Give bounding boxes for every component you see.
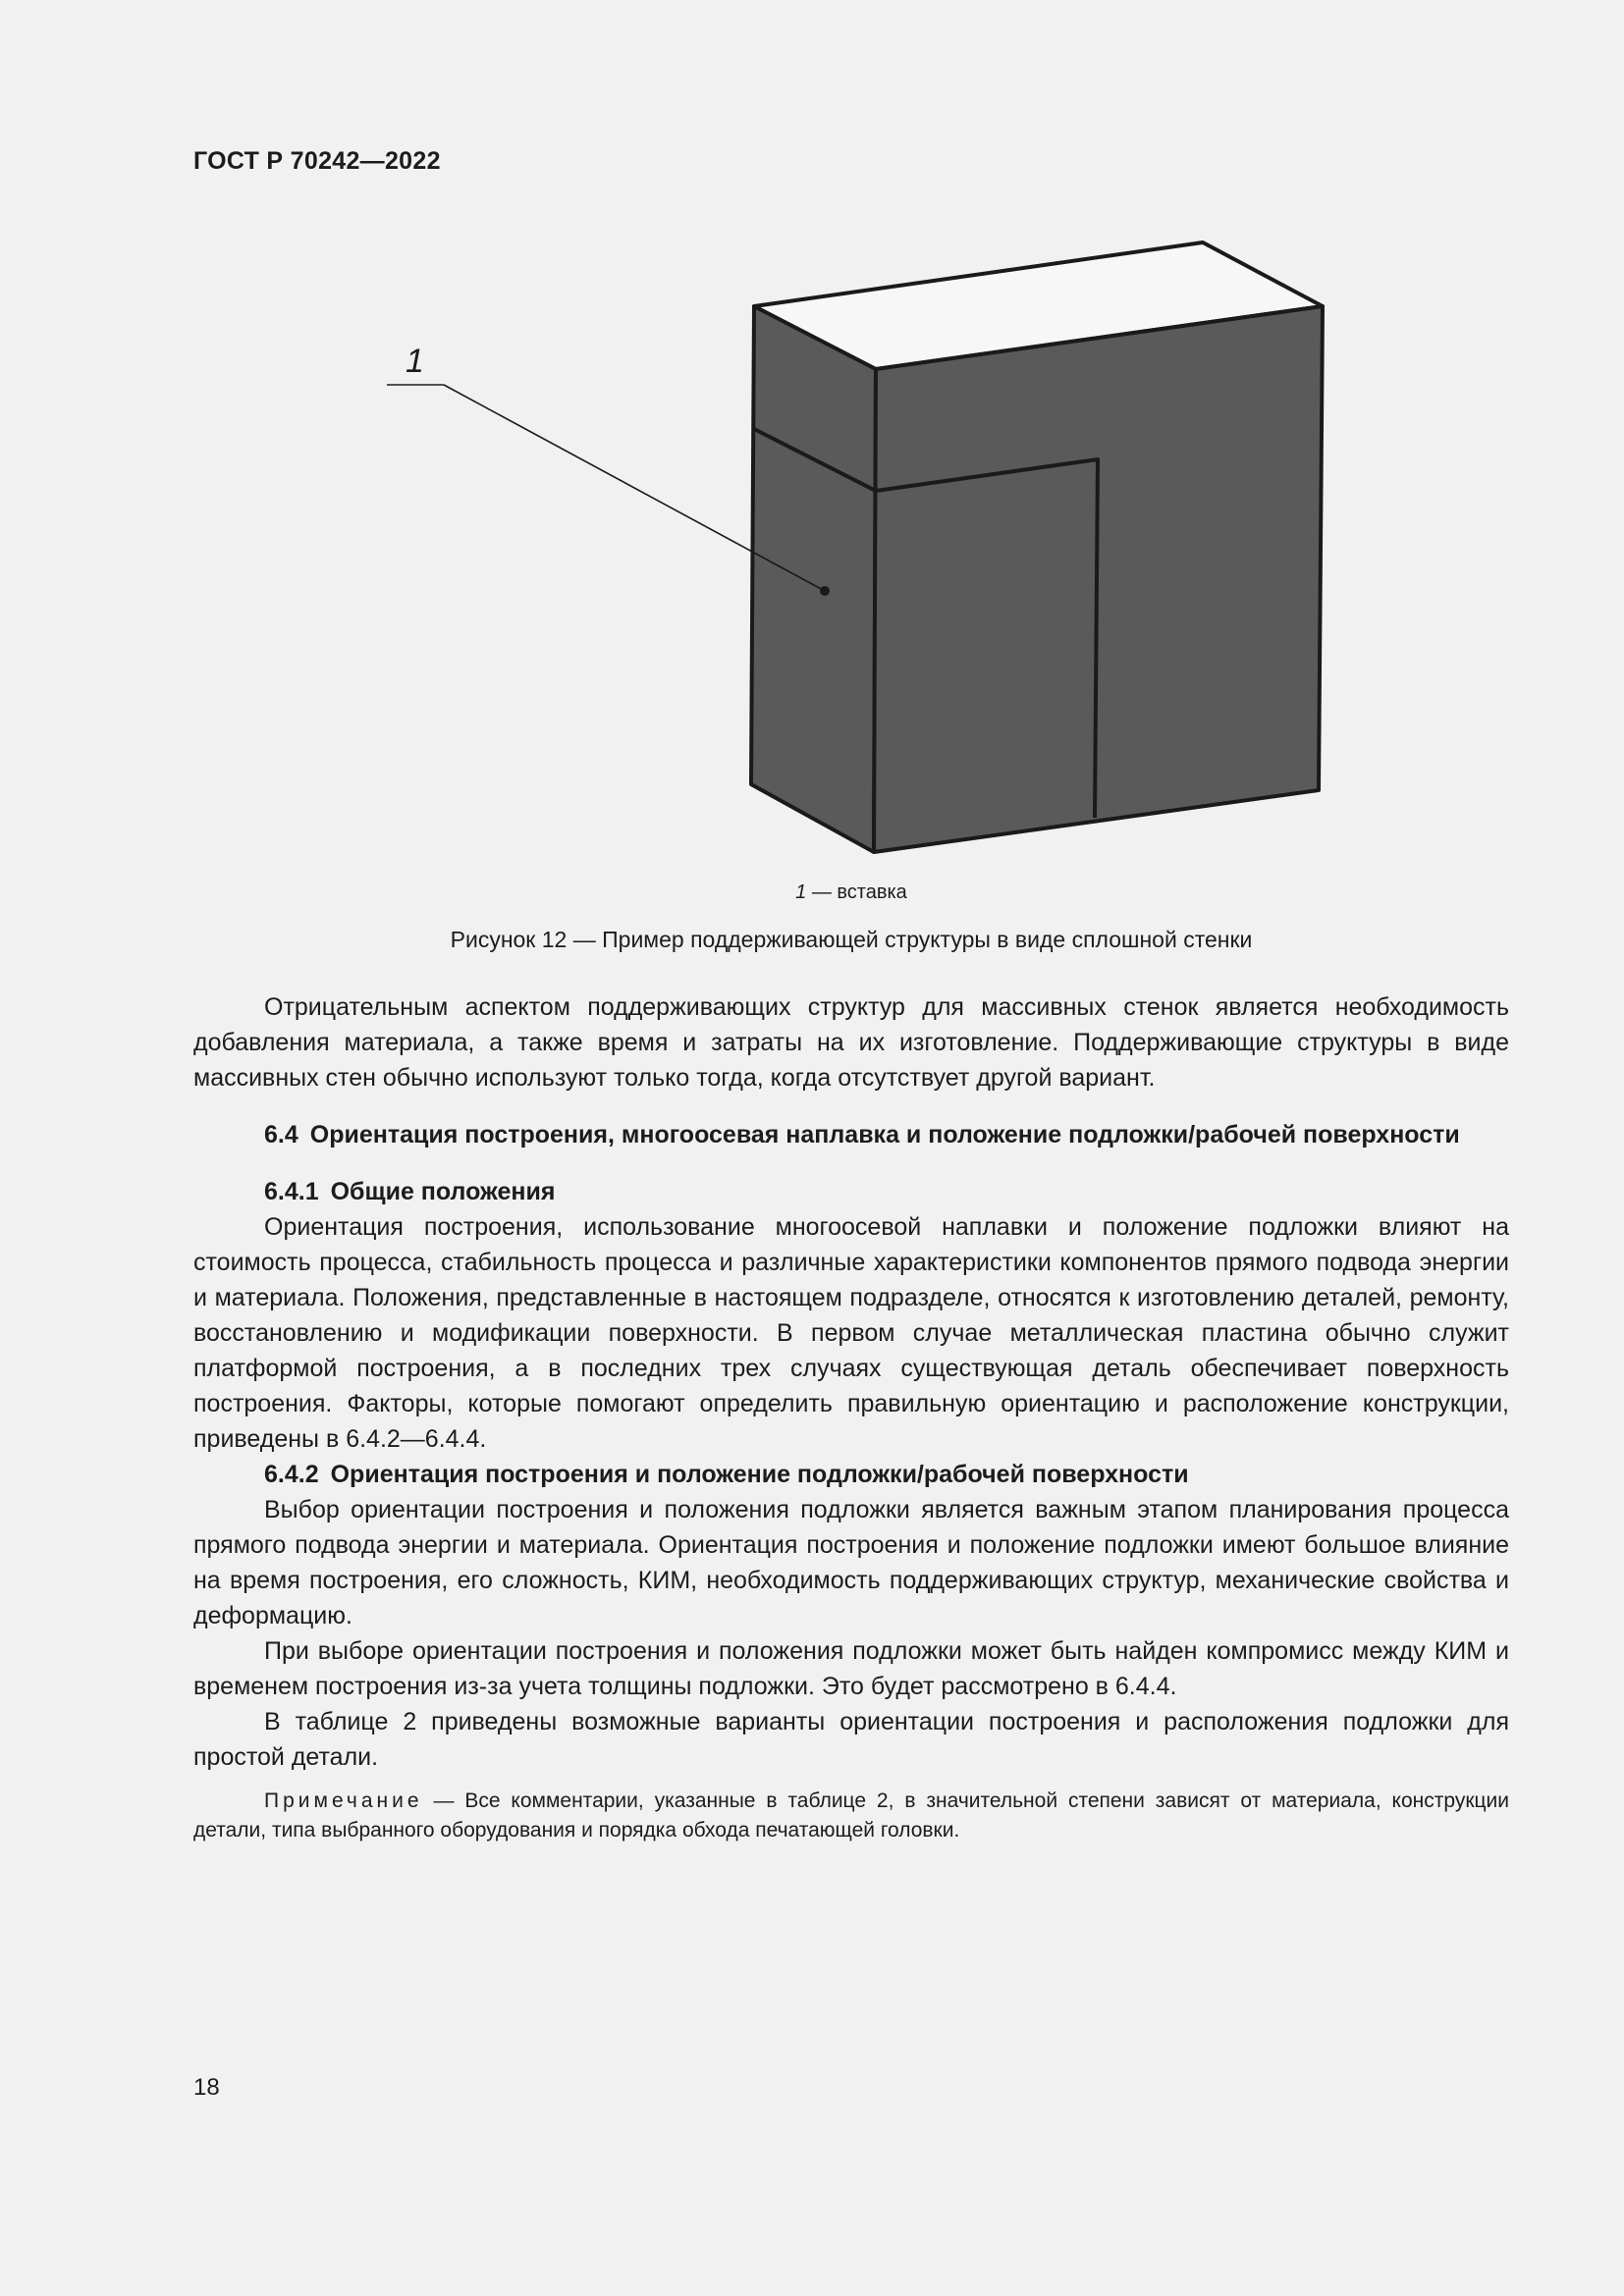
block-left-face	[751, 306, 876, 852]
paragraph-orientation-choice: Выбор ориентации построения и положения подложки является важным этапом планирования процесса прямого подвода энергии и материала. Ориентация построения и положение подложки имеют большое влияние на время построения, его сложность, КИМ, необходимость поддерживающих структур, механические свойства и деформацию.	[193, 1496, 1509, 1629]
section-heading-6-4-2	[193, 1457, 1509, 1492]
document-code-header: ГОСТ Р 70242—2022	[193, 147, 441, 175]
note	[193, 1787, 1509, 1845]
page-number: 18	[193, 2074, 220, 2101]
figure-solid-wall-support	[373, 226, 1355, 893]
section-title: Ориентация построения и положение подложки/рабочей поверхности	[330, 1461, 1189, 1488]
paragraph-general-provisions: Ориентация построения, использование многоосевой наплавки и положение подложки влияют на стоимость процесса, стабильность процесса и различные характеристики компонентов прямого подвода энергии и материала. Положения, представленные в настоящем подразделе, относятся к изготовлению деталей, ремонту, восстановлению и модификации поверхности. В первом случае металлическая пластина обычно служит платформой построения, а в последних трех случаях существующая деталь обеспечивает поверхность построения. Факторы, которые помогают определить правильную ориентацию и расположение конструкции, приведены в 6.4.2—6.4.4.	[193, 1213, 1509, 1453]
section-title: Общие положения	[330, 1178, 556, 1205]
note-label: Примечание	[264, 1789, 423, 1812]
section-number: 6.4.2	[264, 1461, 319, 1488]
callout-label: 1	[406, 343, 424, 380]
section-heading-6-4-1	[193, 1174, 1509, 1209]
figure-caption: Рисунок 12 — Пример поддерживающей структуры в виде сплошной стенки	[450, 927, 1253, 952]
legend-text: — вставка	[806, 881, 907, 903]
figure-legend	[193, 881, 1509, 904]
section-number: 6.4.1	[264, 1178, 319, 1205]
document-body	[193, 989, 1509, 1845]
paragraph-table-reference: В таблице 2 приведены возможные варианты ориентации построения и расположения подложки для простой детали.	[193, 1708, 1509, 1771]
legend-number: 1	[795, 881, 807, 903]
section-number: 6.4	[264, 1121, 298, 1148]
section-heading-6-4	[193, 1117, 1509, 1152]
paragraph-compromise: При выборе ориентации построения и положения подложки может быть найден компромисс между КИМ и временем построения из-за учета толщины подложки. Это будет рассмотрено в 6.4.4.	[193, 1637, 1509, 1700]
note-text: — Все комментарии, указанные в таблице 2, в значительной степени зависят от материала, конструкции детали, типа выбранного оборудования и порядка обхода печатающей головки.	[193, 1789, 1509, 1842]
paragraph-massive-walls: Отрицательным аспектом поддерживающих структур для массивных стенок является необходимость добавления материала, а также время и затраты на их изготовление. Поддерживающие структуры в виде массивных стен обычно используют только тогда, когда отсутствует другой вариант.	[193, 993, 1509, 1092]
section-title: Ориентация построения, многоосевая наплавка и положение подложки/рабочей поверхности	[309, 1121, 1460, 1148]
callout-dot	[820, 586, 830, 596]
